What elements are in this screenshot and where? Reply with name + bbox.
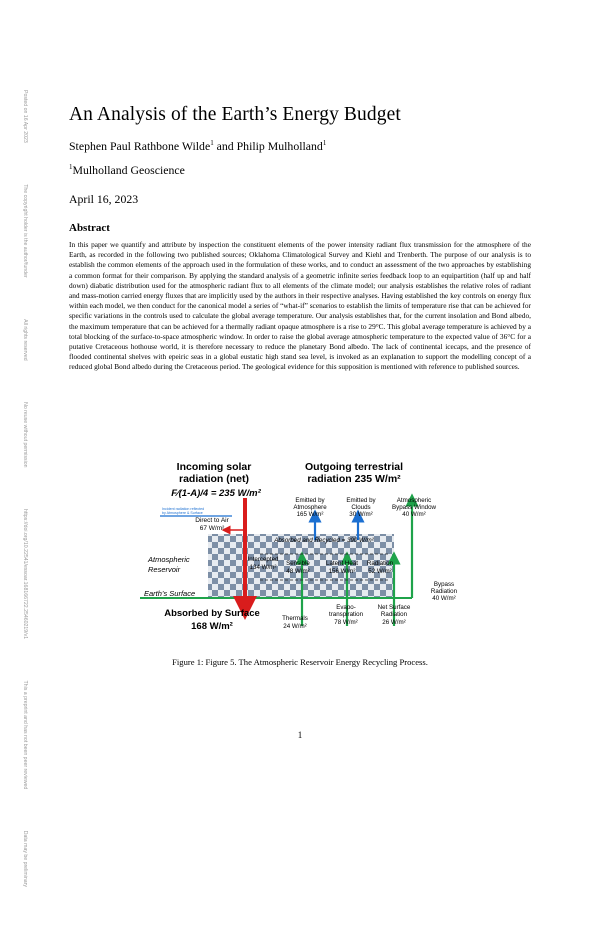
absorbed-surface-label: Absorbed by Surface [164,608,260,619]
direct-to-air-value: 67 W/m² [199,525,225,532]
emitted-atm-label: Atmosphere [293,504,327,511]
incoming-title: radiation (net) [179,473,249,485]
incoming-title: Incoming solar [176,461,252,473]
page-number: 1 [297,730,303,740]
watermark-text: This a preprint and has not been peer reviewed [22,680,28,790]
affiliation-mark: 1 [69,163,73,172]
earth-surface-label: Earth’s Surface [144,589,196,598]
radiation-value: 52 W/m² [368,568,392,575]
paper-title: An Analysis of the Earth’s Energy Budget [69,104,401,125]
absorbed-surface-value: 168 W/m² [191,621,233,632]
net-surface-label: Net Surface [377,604,411,611]
emitted-clouds-label: Emitted by [346,497,376,504]
abstract-heading: Abstract [69,222,110,234]
evapo-label: transpiration [328,611,364,618]
author-list [69,139,326,154]
intercepted-value: 134 W/m² [249,564,277,571]
evapo-label: Evapo- [336,604,356,611]
watermark-text: https://doi.org/10.22541/essoar.168166722.25460219/v1 [22,509,28,640]
evapo-value: 78 W/m² [334,619,358,626]
emitted-atm-label: Emitted by [295,497,325,504]
affiliation [69,163,185,178]
thermals-value: 24 W/m² [283,623,307,630]
bypass-radiation-label: Bypass [433,581,455,588]
net-surface-label: Radiation [380,611,408,618]
bypass-window-label: Bypass Window [391,504,437,511]
affiliation-name: Mulholland Geoscience [72,163,185,177]
sensible-value: 48 W/m² [286,568,310,575]
direct-to-air-label: Direct to Air [195,517,229,524]
latent-label: Latent Heat [326,560,358,567]
latent-value: 156 W/m² [328,568,356,575]
sensible-label: Sensible [286,560,310,567]
author-name: Stephen Paul Rathbone Wilde [69,139,211,153]
bypass-window-label: Atmospheric [396,497,432,504]
watermark-text: All rights reserved [22,319,28,361]
author-affiliation-mark: 1 [210,139,214,148]
net-surface-value: 26 W/m² [382,619,406,626]
radiation-label: Radiation [366,560,394,567]
intercepted-label: Intercepted [247,556,279,563]
watermark-text: No reuse without permission [22,402,28,468]
incoming-formula: F⁄(1-A)/4 = 235 W/m² [171,488,261,499]
energy-budget-diagram [140,458,468,650]
reservoir-label: Reservoir [148,565,181,574]
paper-date: April 16, 2023 [69,192,139,206]
absorbed-recycled-label: Absorbed and Recycled = 390 W/m² [274,537,374,544]
legend-small: Incident radiation reflected [162,507,205,511]
energy-budget-figure [140,458,468,650]
bypass-window-value: 40 W/m² [402,511,426,518]
bypass-radiation-label: Radiation [430,588,458,595]
emitted-atm-value: 165 W/m² [296,511,324,518]
watermark-text: Data may be preliminary [22,830,28,887]
author-name: Philip Mulholland [236,139,323,153]
reservoir-label: Atmospheric [148,555,190,564]
watermark-text: Posted on 16 Apr 2023 [22,90,28,143]
author-joiner: and [213,139,237,153]
thermals-label: Thermals [282,615,308,622]
bypass-radiation-value: 40 W/m² [432,595,456,602]
emitted-clouds-label: Clouds [351,504,371,511]
emitted-clouds-value: 30 W/m² [349,511,373,518]
outgoing-title: Outgoing terrestrial [304,461,404,473]
figure-caption: Figure 1: Figure 5. The Atmospheric Reservoir Energy Recycling Process. [172,657,428,667]
legend-small: by Atmosphere & Surface [162,511,203,515]
abstract-body: In this paper we quantify and attribute by inspection the constituent elements of the power intensity radiant flux transmission for the atmosphere of the Earth, as recorded in the following two published sources; Oklahoma Climatological Survey and Kiehl and Trenberth. The purpose of our analysis is to establish the common elements of the approach used in the formulation of these works, and to conduct an assessment of the two approaches by establishing a common format for their comparison. By applying the standard analysis of a geometric infinite series feedback loop to an equipartition (half up and half down) diabatic distribution used for the atmospheric radiant flux to all elements of the climate model; our analysis establishes the relative roles of radiant and mass-motion carried energy fluxes that are implicitly used by the authors in their respective analyses. Having established the key controls on energy flux within each model, we then conduct for the canonical model a series of “what-if” scenarios to establish the limits of temperature rise that can be achieved for specific variations in the controls used to calculate the global average temperature. Our analysis establishes that, for the current insolation and Bond albedo, the maximum temperature that can be achieved for a thermally radiant opaque atmosphere is a rise to 29°C. This global average temperature is achieved by a total blocking of the surface-to-space atmospheric window. In order to raise the global average atmospheric temperature to the expected value of 36°C for a putative Cretaceous hothouse world, it is therefore necessary to reduce the planetary Bond albedo. The lack of continental icecaps, and the presence of flooded continental shelves with epeiric seas in a global eustatic high stand sea level, is invoked as an explanation to support the modelling concept of a reduced global Bond albedo during the Cretaceous period. The geological evidence for this supposition is mentioned with reference to published sources. [69,240,531,372]
side-watermark [14,90,28,887]
outgoing-title: radiation 235 W/m² [307,473,401,485]
watermark-text: The copyright holder is the author/funder [22,184,28,278]
author-affiliation-mark: 1 [322,139,327,148]
